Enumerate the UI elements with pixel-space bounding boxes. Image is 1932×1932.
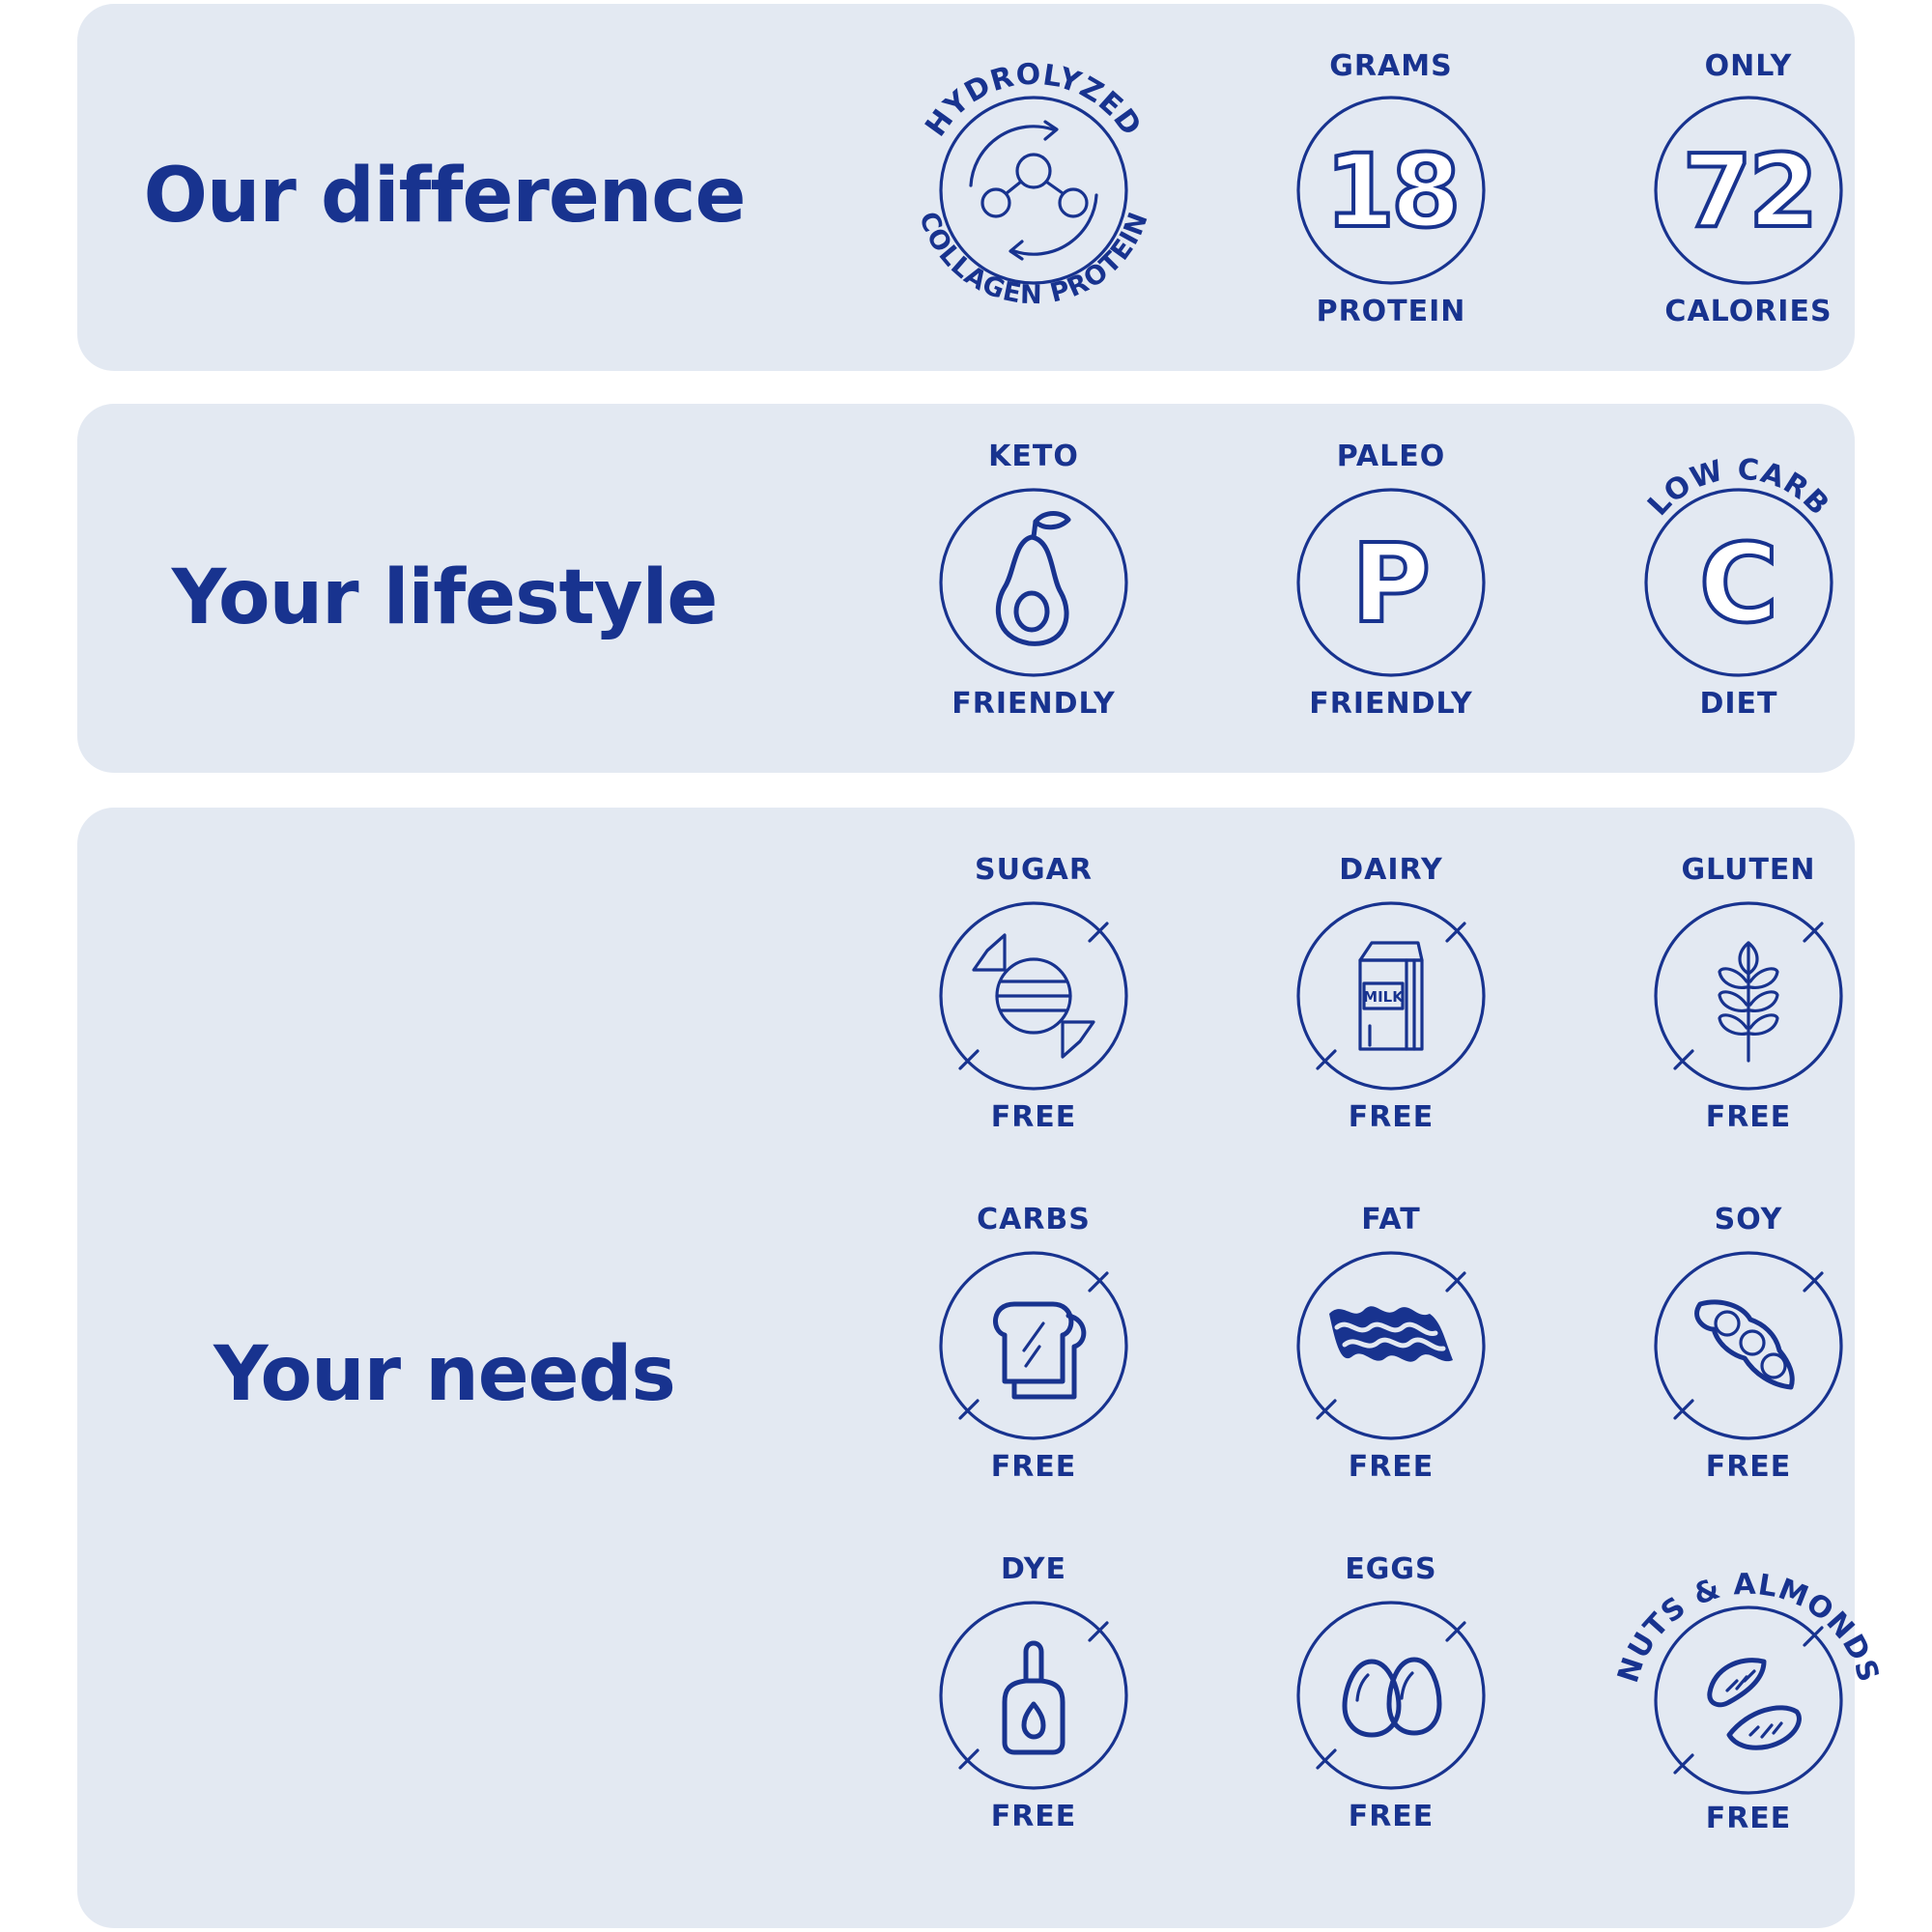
avocado-icon	[998, 514, 1068, 644]
letter-c-icon: C	[1698, 522, 1779, 647]
badge-bottom-label: FREE	[990, 1800, 1077, 1833]
badge-dye-free	[860, 1546, 1208, 1845]
badge-gluten-free	[1575, 846, 1922, 1146]
badge-sugar-free-graphic	[860, 846, 1208, 1146]
milk-carton-icon	[1360, 943, 1422, 1049]
badge-fat-free-graphic	[1217, 1196, 1565, 1495]
badge-paleo-friendly	[1217, 433, 1565, 732]
badge-top-label: KETO	[988, 440, 1079, 473]
needs-title: Your needs	[213, 1331, 675, 1418]
badge-gluten-free-graphic	[1575, 846, 1922, 1146]
letter-p-icon: P	[1350, 522, 1432, 647]
number-72-icon: 72	[1682, 132, 1815, 250]
badge-bottom-label: DIET	[1699, 687, 1778, 721]
badge-paleo-friendly-graphic	[1217, 433, 1565, 732]
badge-soy-free	[1575, 1196, 1922, 1495]
badge-top-label: CARBS	[977, 1203, 1091, 1236]
difference-panel	[77, 4, 1855, 371]
difference-title: Our difference	[143, 153, 746, 240]
lifestyle-title: Your lifestyle	[171, 554, 718, 641]
candy-icon	[974, 935, 1094, 1057]
badge-fat-free	[1217, 1196, 1565, 1495]
wheat-icon	[1719, 943, 1777, 1061]
badge-bottom-label: FREE	[1348, 1450, 1435, 1484]
badge-top-label: DAIRY	[1339, 853, 1443, 887]
badge-grams-protein-graphic	[1217, 41, 1565, 340]
badge-bottom-label: COLLAGEN PROTEIN	[913, 208, 1155, 311]
badge-top-label: NUTS & ALMONDS	[1611, 1567, 1886, 1688]
badge-grams-protein	[1217, 41, 1565, 340]
almond-icon	[1710, 1661, 1800, 1748]
badge-bottom-label: FREE	[1705, 1100, 1792, 1134]
badge-keto-friendly	[860, 433, 1208, 732]
badge-top-label: ONLY	[1704, 49, 1793, 83]
badge-top-label: GRAMS	[1329, 49, 1453, 83]
badge-top-label: SUGAR	[975, 853, 1093, 887]
badge-bottom-label: FREE	[1705, 1802, 1792, 1835]
badge-dye-free-graphic	[860, 1546, 1208, 1845]
badge-top-label: DYE	[1001, 1552, 1066, 1586]
badge-bottom-label: PROTEIN	[1316, 295, 1466, 328]
badge-bottom-label: CALORIES	[1664, 295, 1833, 328]
badge-sugar-free	[860, 846, 1208, 1146]
badge-keto-friendly-graphic	[860, 433, 1208, 732]
milk-carton-label: MILK	[1363, 988, 1404, 1006]
badge-nuts-almonds-free-graphic	[1575, 1546, 1922, 1845]
eggs-icon	[1345, 1660, 1439, 1735]
badge-top-label: HYDROLYZED	[919, 57, 1149, 143]
bacon-icon	[1329, 1306, 1453, 1361]
badge-hydrolyzed-collagen	[860, 41, 1208, 340]
bread-icon	[996, 1304, 1084, 1397]
badge-eggs-free-graphic	[1217, 1546, 1565, 1845]
badge-dairy-free-graphic	[1217, 846, 1565, 1146]
badge-bottom-label: FREE	[1348, 1100, 1435, 1134]
number-18-icon: 18	[1324, 132, 1458, 250]
badge-top-label: EGGS	[1345, 1552, 1437, 1586]
badge-top-label: LOW CARB	[1641, 452, 1836, 523]
badge-top-label: PALEO	[1336, 440, 1446, 473]
badge-eggs-free	[1217, 1546, 1565, 1845]
badge-bottom-label: FRIENDLY	[1309, 687, 1473, 721]
badge-low-carb-diet	[1565, 433, 1913, 732]
badge-carbs-free-graphic	[860, 1196, 1208, 1495]
badge-dairy-free	[1217, 846, 1565, 1146]
dye-bottle-icon	[1005, 1643, 1063, 1752]
badge-only-calories	[1575, 41, 1922, 340]
badge-soy-free-graphic	[1575, 1196, 1922, 1495]
molecule-icon	[971, 122, 1096, 259]
needs-panel	[77, 808, 1886, 1928]
badge-bottom-label: FREE	[1705, 1450, 1792, 1484]
badge-hydrolyzed-collagen-graphic	[860, 41, 1208, 340]
badge-nuts-almonds-free	[1575, 1546, 1922, 1845]
badge-circle	[941, 490, 1126, 675]
badge-only-calories-graphic	[1575, 41, 1922, 340]
badge-bottom-label: FRIENDLY	[952, 687, 1116, 721]
badge-bottom-label: FREE	[1348, 1800, 1435, 1833]
badge-bottom-label: FREE	[990, 1450, 1077, 1484]
badge-top-label: SOY	[1714, 1203, 1783, 1236]
soybean-icon	[1697, 1302, 1793, 1387]
badge-top-label: GLUTEN	[1681, 853, 1816, 887]
lifestyle-panel	[77, 404, 1855, 773]
badge-top-label: FAT	[1361, 1203, 1421, 1236]
badge-carbs-free	[860, 1196, 1208, 1495]
badge-bottom-label: FREE	[990, 1100, 1077, 1134]
badge-low-carb-diet-graphic	[1565, 433, 1913, 732]
